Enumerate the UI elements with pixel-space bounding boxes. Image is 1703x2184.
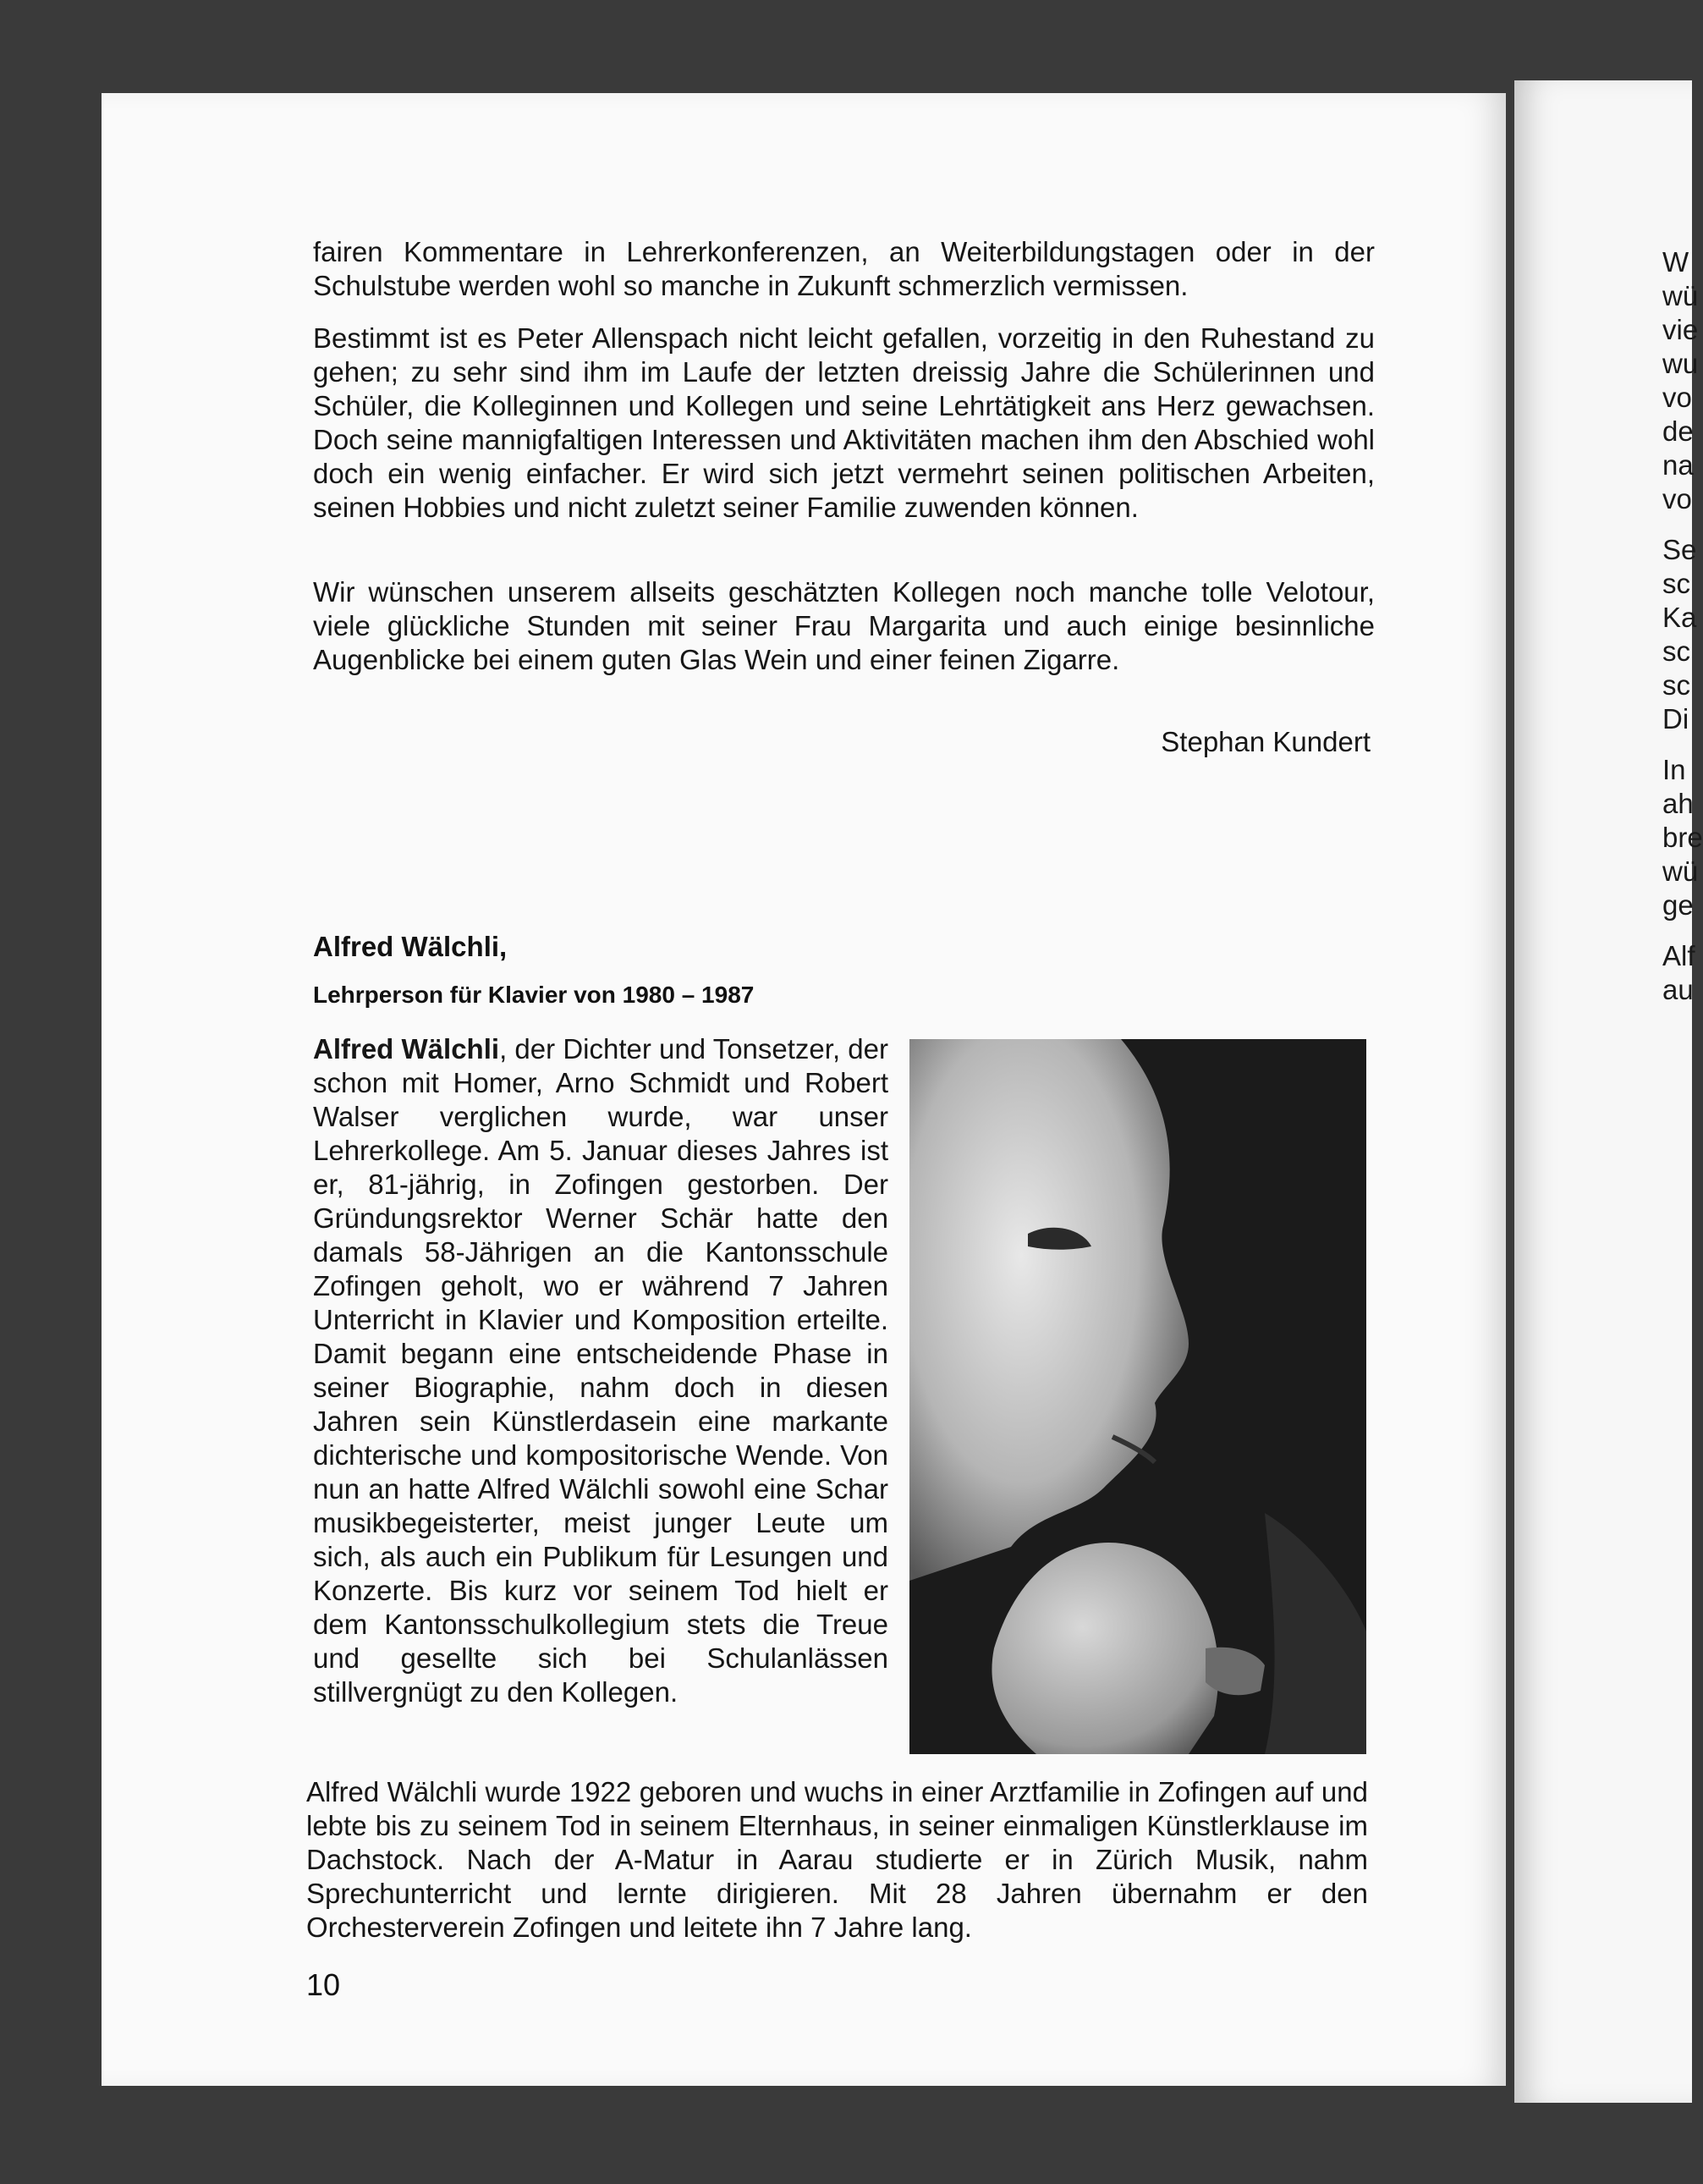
signature: Stephan Kundert (1161, 726, 1371, 757)
right-fragment: W (1662, 246, 1689, 278)
right-fragment: vo (1662, 382, 1692, 413)
right-fragment: sc (1662, 568, 1690, 599)
right-fragment: Se (1662, 534, 1697, 565)
page-number: 10 (306, 1967, 341, 2002)
article-bottom-paragraph: Alfred Wälchli wurde 1922 geboren und wuchs in einer Arztfamilie in Zofingen auf und lebte bis zu seinem Tod in seinem Elternhaus, in seiner einmaligen Künstlerklause im Dachstock. Nach der A-Matur in Aarau studierte er in Zürich Musik, nahm Sprechunterricht und lernte dirigieren. Mit 28 Jahren übernahm er den Orchesterverein Zofingen und leitete ihn 7 Jahre lang. (306, 1776, 1368, 1943)
article-subtitle: Lehrperson für Klavier von 1980 – 1987 (313, 982, 755, 1008)
right-fragment: wü (1662, 855, 1699, 887)
portrait-illustration (909, 1039, 1366, 1754)
right-fragment: ge (1662, 889, 1694, 921)
right-fragment: bre (1662, 822, 1703, 853)
article-column-text (313, 1032, 888, 1709)
article-title: Alfred Wälchli, (313, 931, 508, 962)
lead-name: Alfred Wälchli (313, 1033, 500, 1064)
right-fragment: Alf (1662, 940, 1695, 971)
intro-paragraph-3: Wir wünschen unserem allseits geschätzten Kollegen noch manche tolle Velotour, viele glückliche Stunden mit seiner Frau Margarita und auch einige besinnliche Augenblicke bei einem guten Glas Wein und einer feinen Zigarre. (313, 576, 1375, 675)
column-body: , der Dichter und Tonsetzer, der schon mit Homer, Arno Schmidt und Robert Walser verglichen wurde, war unser Lehrerkollege. Am 5. Januar dieses Jahres ist er, 81-jährig, in Zofingen gestorben. Der Gründungsrektor Werner Schär hatte den damals 58-Jährigen an die Kantonsschule Zofingen geholt, wo er während 7 Jahren Unterricht in Klavier und Komposition erteilte. Damit begann eine entscheidende Phase in seiner Biographie, nahm doch in diesen Jahren sein Künstlerdasein eine markante dichterische und kompositorische Wende. Von nun an hatte Alfred Wälchli sowohl eine Schar musikbegeisterter, meist junger Leute um sich, als auch ein Publikum für Lesungen und Konzerte. Bis kurz vor seinem Tod hielt er dem Kantonsschulkollegium stets die Treue und gesellte sich bei Schulanlässen stillvergnügt zu den Kollegen. (313, 1033, 889, 1708)
right-fragment: wu (1662, 348, 1699, 379)
right-fragment: na (1662, 449, 1694, 481)
right-fragment: de (1662, 415, 1694, 447)
intro-paragraph-1: fairen Kommentare in Lehrerkonferenzen, an Weiterbildungstagen oder in der Schulstube werden wohl so manche in Zukunft schmerzlich vermissen. (313, 236, 1375, 301)
portrait-photo (909, 1039, 1366, 1754)
right-fragment: Ka (1662, 602, 1697, 633)
right-fragment: sc (1662, 635, 1690, 667)
right-fragment: wü (1662, 280, 1699, 311)
intro-paragraph-2: Bestimmt ist es Peter Allenspach nicht leicht gefallen, vorzeitig in den Ruhestand zu gehen; zu sehr sind ihm im Laufe der letzten dreissig Jahre die Schülerinnen und Schüler, die Kolleginnen und Kollegen und seine Lehrtätigkeit ans Herz gewachsen. Doch seine mannigfaltigen Interessen und Aktivitäten machen ihm den Abschied wohl doch ein wenig einfacher. Er wird sich jetzt vermehrt seinen politischen Arbeiten, seinen Hobbies und nicht zuletzt seiner Familie zuwenden können. (313, 322, 1375, 523)
right-fragment: au (1662, 974, 1694, 1005)
right-fragment: sc (1662, 669, 1690, 701)
right-fragment: Di (1662, 703, 1689, 734)
right-fragment: In (1662, 754, 1686, 785)
right-fragment: vo (1662, 483, 1692, 514)
right-fragment: ah (1662, 788, 1694, 819)
right-fragment: vie (1662, 314, 1699, 345)
